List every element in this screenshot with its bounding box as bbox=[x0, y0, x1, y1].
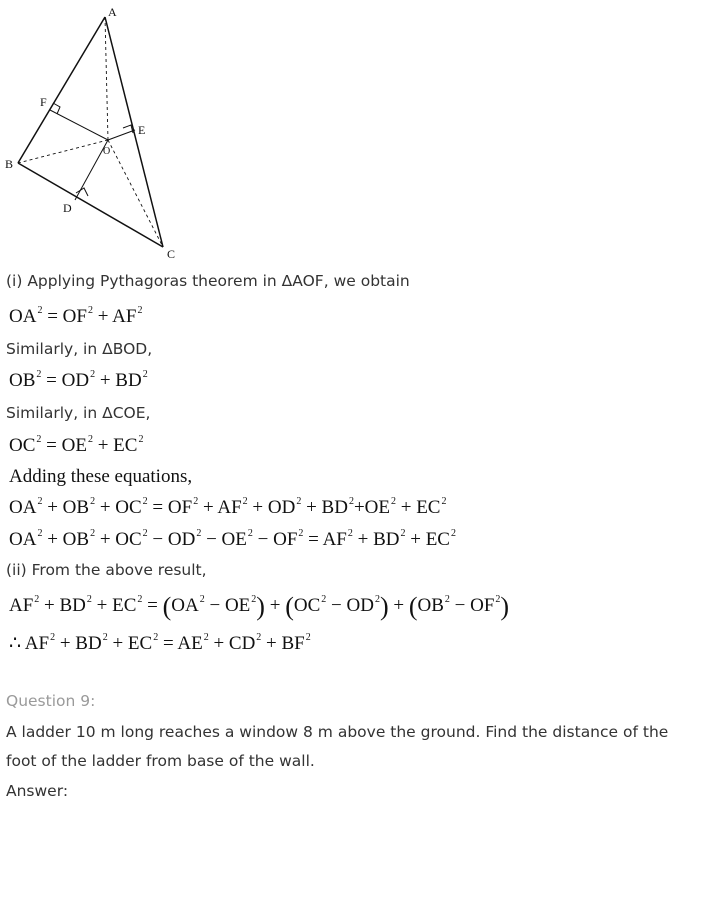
label-e: E bbox=[138, 123, 146, 137]
answer-label: Answer: bbox=[6, 782, 69, 800]
segment-of bbox=[50, 110, 108, 140]
equation-rearranged: $OA^2 + OB^2 + OC^2 - OD^2 - OE^2 - OF^2 = AF^2 + BD^2 + EC^2$ bbox=[9, 528, 456, 550]
adding-text: Adding these equations, bbox=[9, 466, 193, 487]
triangle-figure bbox=[0, 0, 200, 265]
side-ac bbox=[105, 17, 163, 247]
step-1-text: (i) Applying Pythagoras theorem in ΔAOF, we obtain bbox=[6, 272, 410, 290]
question-body-line-1: A ladder 10 m long reaches a window 8 m above the ground. Find the distance of the bbox=[6, 723, 669, 741]
side-ab bbox=[18, 17, 105, 163]
similarly-bod-text: Similarly, in ΔBOD, bbox=[6, 340, 153, 358]
label-c: C bbox=[167, 247, 176, 261]
question-body-line-2: foot of the ladder from base of the wall. bbox=[6, 752, 315, 770]
similarly-coe-text: Similarly, in ΔCOE, bbox=[6, 404, 151, 422]
segment-oa bbox=[105, 17, 108, 140]
equation-aof: $OA^2 = OF^2 + AF^2$ bbox=[9, 305, 143, 327]
label-d: D bbox=[63, 201, 72, 215]
label-o: O bbox=[103, 146, 111, 157]
equation-conclusion: ∴ $AF^2 + BD^2 + EC^2 = AE^2 + CD^2 + BF^2$ bbox=[9, 632, 311, 654]
segment-oe bbox=[108, 130, 135, 140]
step-2-text: (ii) From the above result, bbox=[6, 561, 207, 579]
equation-sum: $OA^2 + OB^2 + OC^2 = OF^2 + AF^2 + OD^2 + BD^2+OE^2 + EC^2$ bbox=[9, 496, 447, 518]
equation-bod: $OB^2 = OD^2 + BD^2$ bbox=[9, 369, 148, 391]
label-f: F bbox=[40, 95, 47, 109]
segment-ob bbox=[18, 140, 111, 163]
question-heading: Question 9: bbox=[6, 692, 96, 710]
equation-coe: $OC^2 = OE^2 + EC^2$ bbox=[9, 434, 144, 456]
label-a: A bbox=[108, 5, 117, 19]
equation-result: $AF^2 + BD^2 + EC^2 = (OA^2 - OE^2) + (OC^2 - OD^2) + (OB^2 - OF^2)$ bbox=[9, 592, 510, 621]
label-b: B bbox=[5, 157, 14, 171]
